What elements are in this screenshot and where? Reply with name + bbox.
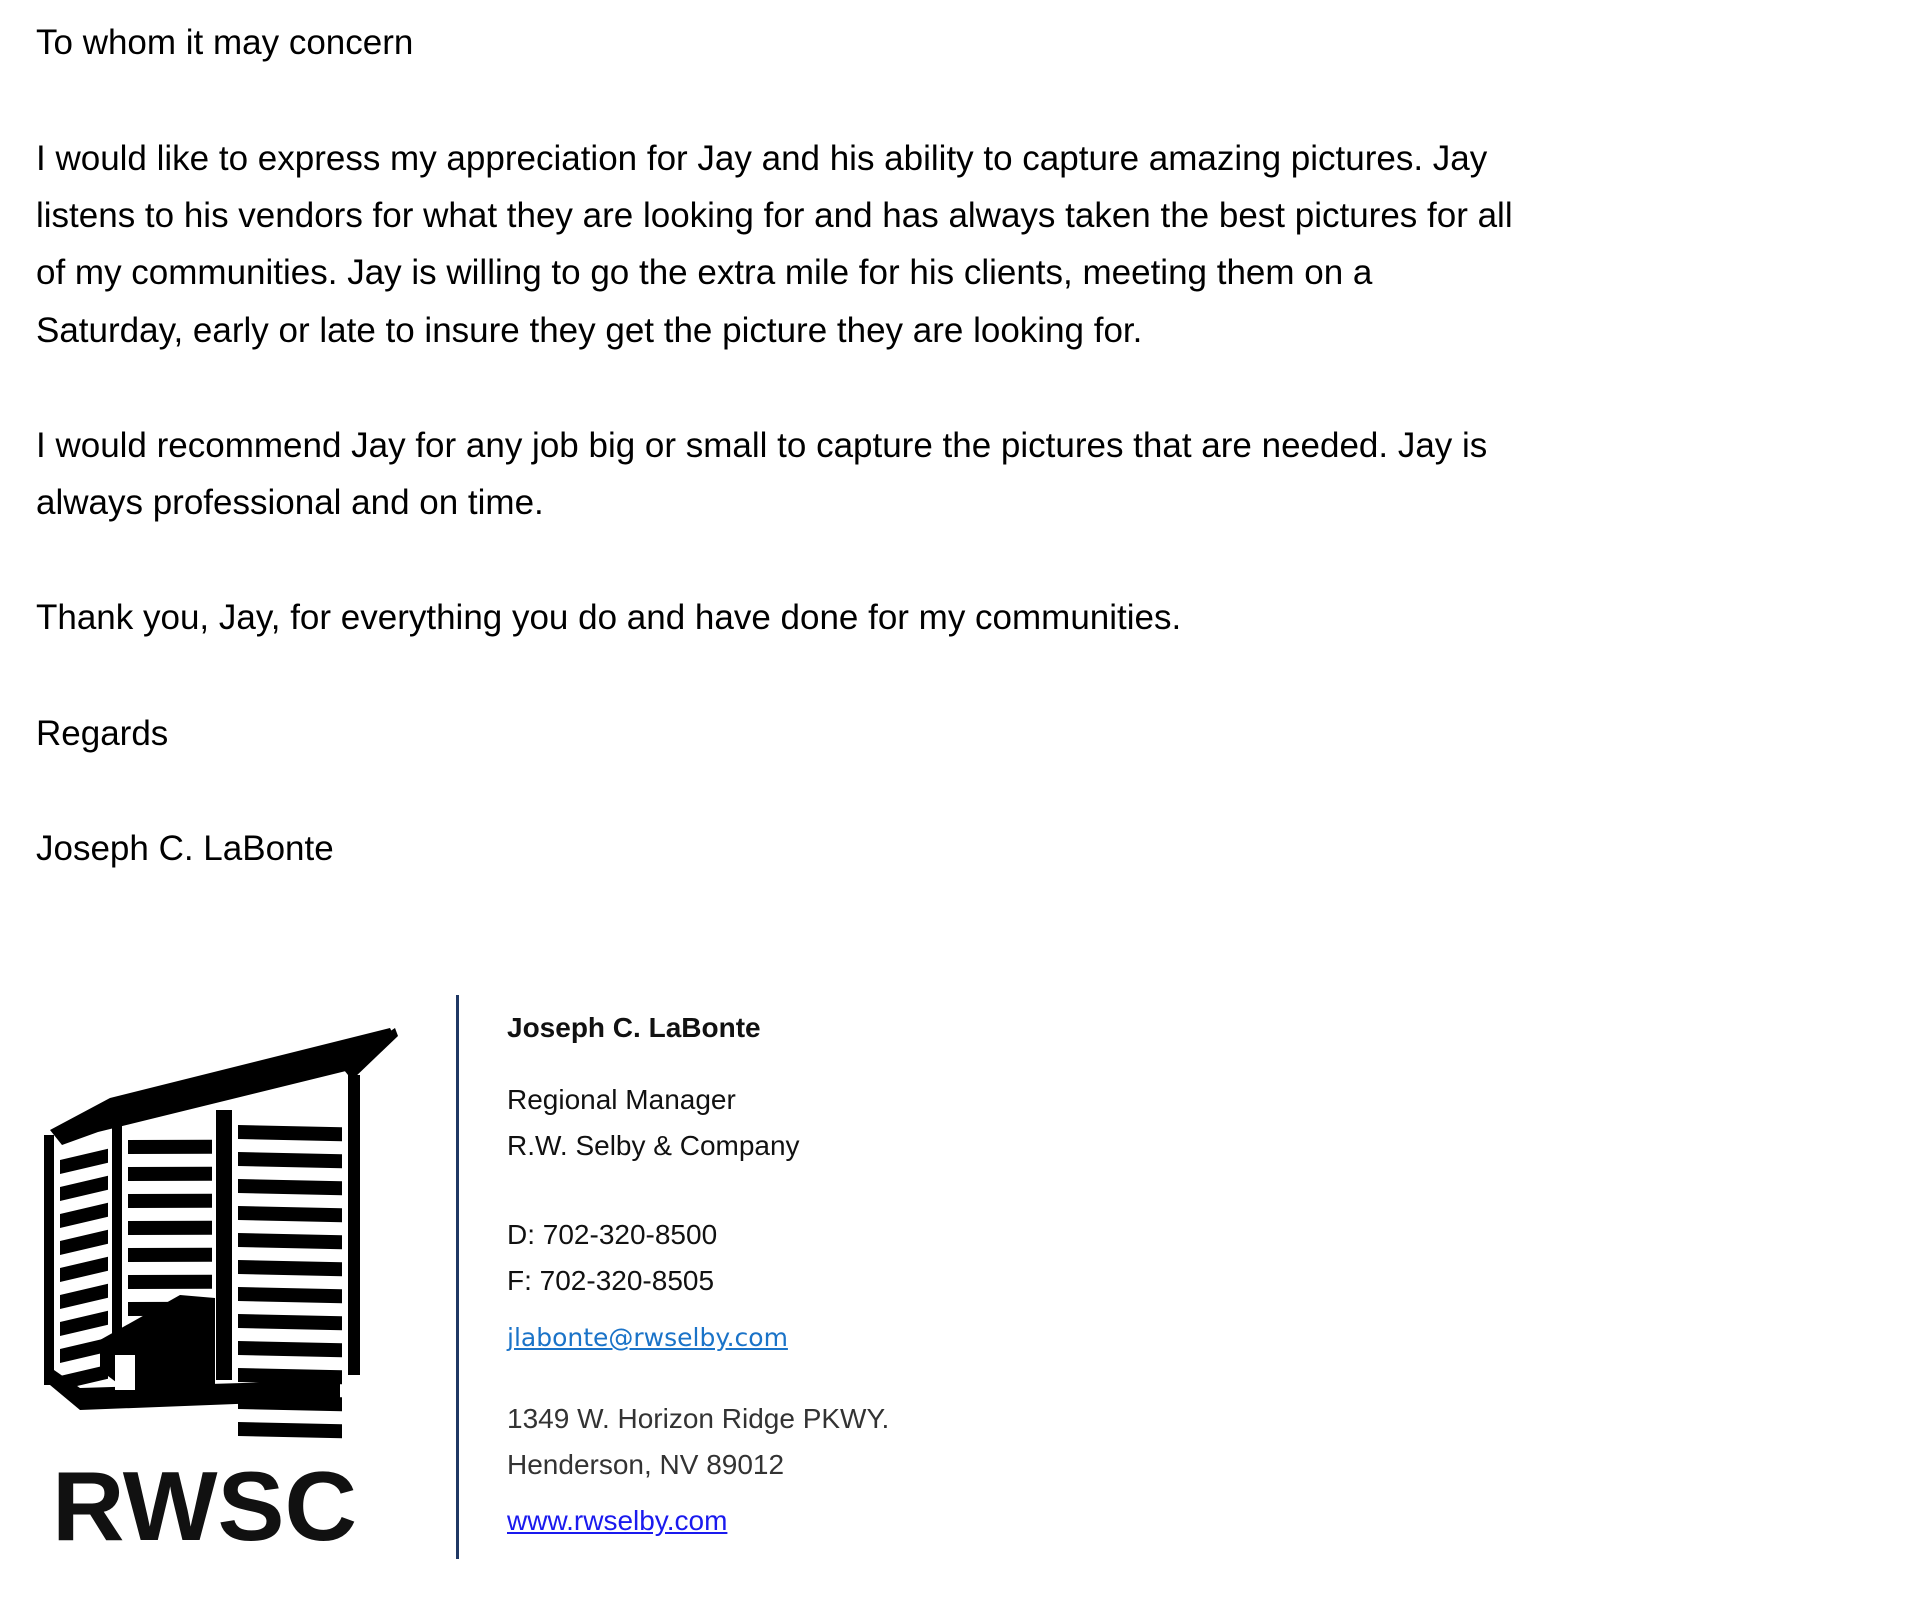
paragraph-2-line: I would recommend Jay for any job big or small to capture the pictures that are needed. Jay is bbox=[36, 426, 1488, 465]
building-stripe bbox=[238, 1395, 342, 1411]
building-stripe bbox=[128, 1140, 212, 1154]
building-stripe bbox=[238, 1233, 342, 1249]
rwsc-logo bbox=[40, 1010, 440, 1555]
building-stripe bbox=[238, 1260, 342, 1276]
building-stripe bbox=[60, 1284, 108, 1309]
salutation: To whom it may concern bbox=[36, 23, 414, 62]
building-stripe bbox=[128, 1167, 212, 1181]
website-link[interactable]: www.rwselby.com bbox=[507, 1505, 728, 1536]
building-logo-icon bbox=[40, 1010, 440, 1550]
building-stripe bbox=[238, 1287, 342, 1303]
building-stripe bbox=[238, 1341, 342, 1357]
signature-company: R.W. Selby & Company bbox=[507, 1130, 800, 1161]
signature-direct-phone: D: 702-320-8500 bbox=[507, 1219, 718, 1250]
building-stripe bbox=[238, 1314, 342, 1330]
signature-website-row bbox=[507, 1504, 727, 1538]
signature-fax: F: 702-320-8505 bbox=[507, 1265, 715, 1296]
email-link[interactable]: jlabonte@rwselby.com bbox=[507, 1323, 788, 1352]
paragraph-1-line: Saturday, early or late to insure they get the picture they are looking for. bbox=[36, 311, 1143, 350]
signature-email-row bbox=[507, 1321, 788, 1355]
building-stripe bbox=[60, 1149, 108, 1174]
signature-title: Regional Manager bbox=[507, 1084, 736, 1115]
building-stripe bbox=[238, 1152, 342, 1168]
logo-text: RWSC bbox=[52, 1451, 357, 1550]
building-stripe bbox=[60, 1311, 108, 1336]
building-stripe bbox=[238, 1422, 342, 1438]
signature-name: Joseph C. LaBonte bbox=[507, 1012, 761, 1043]
building-stripe bbox=[128, 1221, 212, 1235]
building-stripe bbox=[128, 1275, 212, 1289]
signer-name: Joseph C. LaBonte bbox=[36, 829, 334, 868]
paragraph-2-line: always professional and on time. bbox=[36, 483, 544, 522]
signature-address-line-2: Henderson, NV 89012 bbox=[507, 1449, 785, 1480]
paragraph-3: Thank you, Jay, for everything you do and have done for my communities. bbox=[36, 598, 1182, 637]
building-stripe bbox=[60, 1257, 108, 1282]
building-stripe bbox=[238, 1179, 342, 1195]
closing: Regards bbox=[36, 714, 169, 753]
paragraph-1-line: of my communities. Jay is willing to go the extra mile for his clients, meeting them on a bbox=[36, 253, 1373, 292]
building-stripe bbox=[60, 1203, 108, 1228]
building-stripe bbox=[128, 1248, 212, 1262]
signature-divider bbox=[456, 995, 459, 1559]
building-stripe bbox=[238, 1368, 342, 1384]
signature-address-line-1: 1349 W. Horizon Ridge PKWY. bbox=[507, 1403, 890, 1434]
building-stripe bbox=[60, 1176, 108, 1201]
building-stripe bbox=[238, 1206, 342, 1222]
building-stripe bbox=[238, 1125, 342, 1141]
building-stripe bbox=[60, 1230, 108, 1255]
paragraph-1-line: listens to his vendors for what they are looking for and has always taken the best pictures for all bbox=[36, 196, 1513, 235]
building-stripe bbox=[128, 1194, 212, 1208]
paragraph-1-line: I would like to express my appreciation for Jay and his ability to capture amazing pictures. Jay bbox=[36, 139, 1488, 178]
